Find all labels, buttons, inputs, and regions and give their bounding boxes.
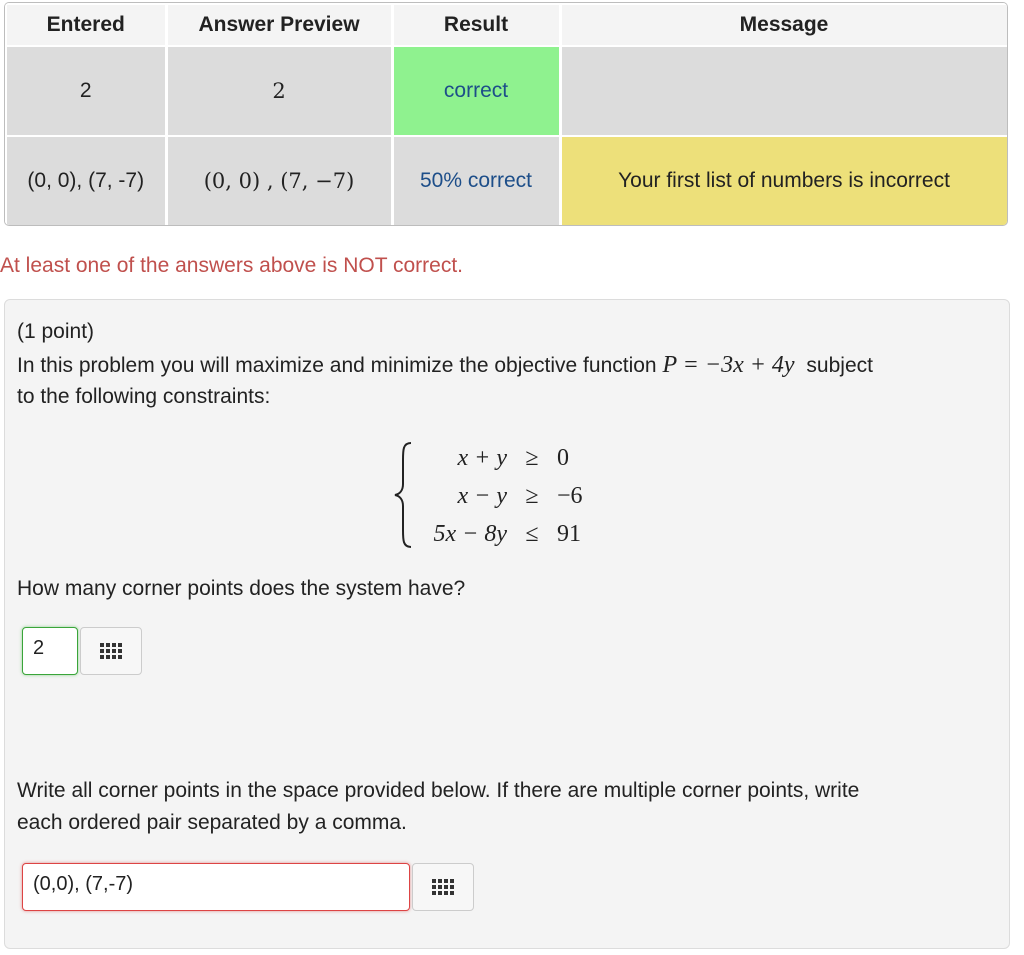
incorrect-warning: At least one of the answers above is NOT correct.	[0, 254, 463, 277]
header-answer-preview: Answer Preview	[166, 4, 392, 46]
constraint-row: x − y ≥ −6	[457, 483, 583, 509]
corner-points-input[interactable]: (0,0), (7,-7)	[22, 863, 410, 911]
preview-cell: 2	[166, 46, 392, 136]
question-corner-count: How many corner points does the system have?	[17, 577, 466, 600]
keypad-button[interactable]	[80, 627, 142, 675]
intro-text: In this problem you will maximize and minimize the objective function	[17, 354, 657, 377]
results-table	[4, 2, 1008, 226]
question-corner-points: Write all corner points in the space provided below. If there are multiple corner points, write	[17, 779, 860, 802]
keypad-grid-icon	[432, 879, 454, 895]
table-row	[6, 136, 1008, 226]
header-entered: Entered	[6, 4, 166, 46]
corner-count-input[interactable]: 2	[22, 627, 78, 675]
preview-cell: (0, 0) , (7, −7)	[166, 136, 392, 226]
header-result: Result	[392, 4, 560, 46]
result-cell-correct: correct	[392, 46, 560, 136]
question-corner-points-cont: each ordered pair separated by a comma.	[17, 811, 407, 834]
problem-statement	[17, 349, 873, 382]
left-brace-icon	[393, 440, 415, 550]
points-label: (1 point)	[17, 320, 95, 343]
constraint-row: x + y ≥ 0	[457, 445, 569, 471]
entered-cell: (0, 0), (7, -7)	[6, 136, 166, 226]
message-cell	[560, 46, 1008, 136]
keypad-button[interactable]	[412, 863, 474, 911]
table-row	[6, 46, 1008, 136]
objective-function: P = −3x + 4y	[662, 352, 795, 378]
constraint-row: 5x − 8y ≤ 91	[433, 521, 581, 547]
header-message: Message	[560, 4, 1008, 46]
intro-subject: subject	[806, 354, 873, 377]
message-cell-warning: Your first list of numbers is incorrect	[560, 136, 1008, 226]
result-cell-partial: 50% correct	[392, 136, 560, 226]
constraint-system	[393, 440, 653, 550]
entered-cell: 2	[6, 46, 166, 136]
intro-continued: to the following constraints:	[17, 385, 271, 408]
problem-panel	[4, 299, 1010, 949]
keypad-grid-icon	[100, 643, 122, 659]
